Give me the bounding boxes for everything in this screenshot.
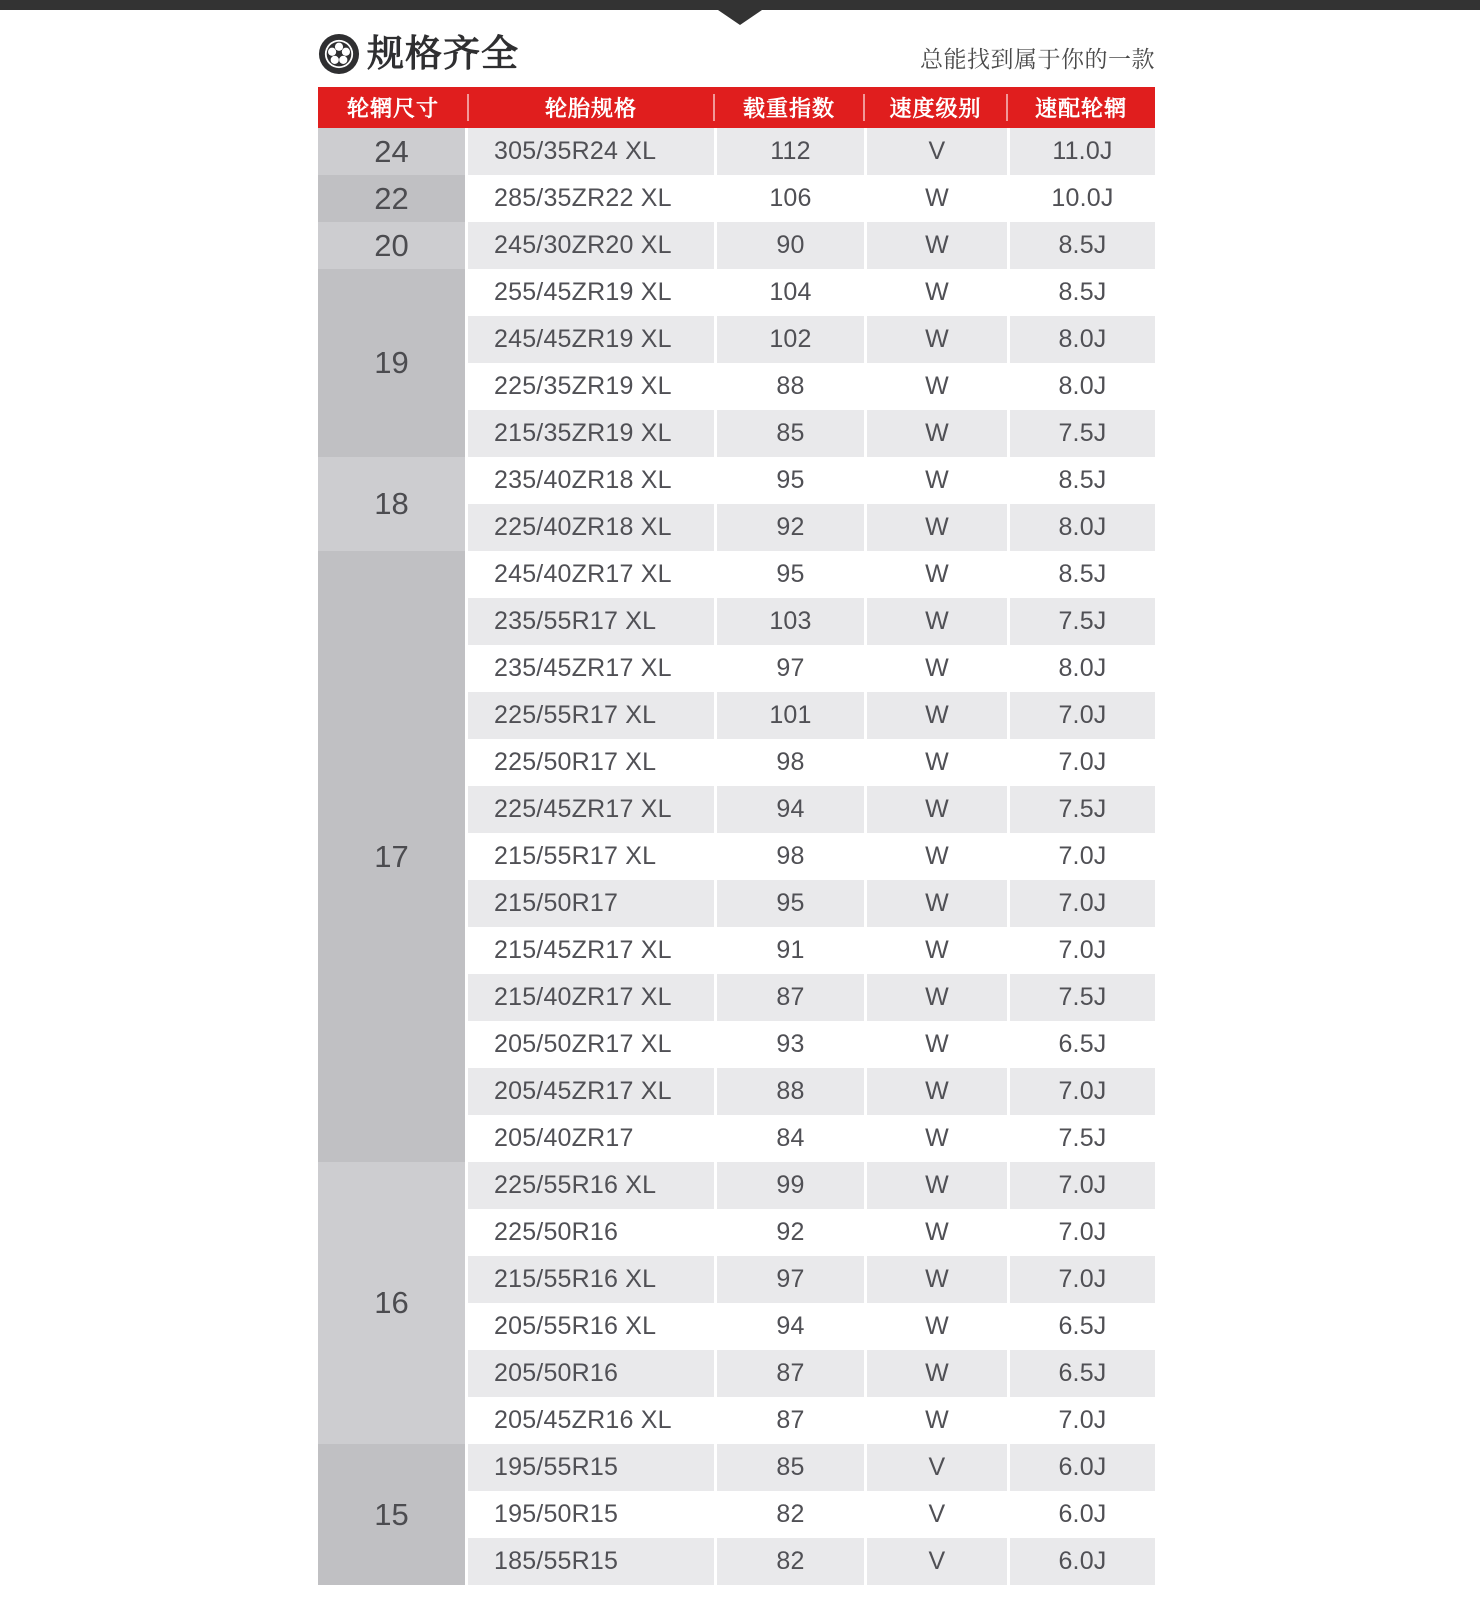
table-row — [468, 504, 1155, 551]
rim-size-cell: 22 — [318, 175, 468, 222]
rim-size-group — [318, 175, 1155, 222]
table-row — [468, 128, 1155, 175]
tire-spec-cell: 285/35ZR22 XL — [493, 184, 672, 212]
load-index-cell: 87 — [714, 1397, 864, 1444]
rim-size-cell: 16 — [318, 1162, 468, 1444]
tire-spec-cell: 225/35ZR19 XL — [493, 372, 672, 400]
rim-width-cell: 7.5J — [1007, 974, 1155, 1021]
table-row — [468, 1256, 1155, 1303]
load-index-cell: 85 — [714, 410, 864, 457]
rim-size-group — [318, 128, 1155, 175]
speed-rating-cell: W — [864, 645, 1007, 692]
table-row — [468, 551, 1155, 598]
rim-width-cell: 6.0J — [1007, 1491, 1155, 1538]
rim-width-cell: 6.5J — [1007, 1350, 1155, 1397]
tire-spec-cell: 225/55R17 XL — [493, 701, 657, 729]
tire-spec-cell: 205/45ZR17 XL — [493, 1077, 672, 1105]
load-index-cell: 82 — [714, 1538, 864, 1585]
load-index-cell: 90 — [714, 222, 864, 269]
tire-spec-cell: 225/50R16 — [493, 1218, 619, 1246]
table-row — [468, 1068, 1155, 1115]
load-index-cell: 87 — [714, 974, 864, 1021]
tire-spec-cell: 255/45ZR19 XL — [493, 278, 672, 306]
table-row — [468, 833, 1155, 880]
speed-rating-cell: W — [864, 1115, 1007, 1162]
rim-size-cell: 20 — [318, 222, 468, 269]
section-title: 规格齐全 — [367, 33, 519, 74]
load-index-cell: 98 — [714, 833, 864, 880]
table-row — [468, 786, 1155, 833]
load-index-cell: 106 — [714, 175, 864, 222]
load-index-cell: 84 — [714, 1115, 864, 1162]
rim-size-group — [318, 457, 1155, 551]
tire-spec-cell: 195/50R15 — [493, 1500, 619, 1528]
rim-width-cell: 8.0J — [1007, 504, 1155, 551]
rim-width-cell: 6.0J — [1007, 1538, 1155, 1585]
tire-spec-cell: 205/55R16 XL — [493, 1312, 657, 1340]
tire-spec-cell: 305/35R24 XL — [493, 137, 657, 165]
column-header: 速配轮辋 — [1007, 87, 1155, 128]
tire-spec-cell: 215/55R17 XL — [493, 842, 657, 870]
rim-size-cell: 18 — [318, 457, 468, 551]
group-rows — [468, 222, 1155, 269]
tire-spec-cell: 245/40ZR17 XL — [493, 560, 672, 588]
tire-spec-cell: 245/45ZR19 XL — [493, 325, 672, 353]
load-index-cell: 82 — [714, 1491, 864, 1538]
speed-rating-cell: W — [864, 1021, 1007, 1068]
table-row — [468, 974, 1155, 1021]
rim-size-group — [318, 551, 1155, 1162]
tire-spec-cell: 195/55R15 — [493, 1453, 619, 1481]
wheel-icon — [318, 33, 360, 75]
table-row — [468, 1209, 1155, 1256]
tire-spec-cell: 215/55R16 XL — [493, 1265, 657, 1293]
speed-rating-cell: W — [864, 1303, 1007, 1350]
speed-rating-cell: W — [864, 833, 1007, 880]
speed-rating-cell: W — [864, 1256, 1007, 1303]
tire-spec-cell: 235/55R17 XL — [493, 607, 657, 635]
rim-width-cell: 7.0J — [1007, 833, 1155, 880]
load-index-cell: 95 — [714, 880, 864, 927]
tire-spec-cell: 205/50ZR17 XL — [493, 1030, 672, 1058]
tire-spec-cell: 215/50R17 — [493, 889, 619, 917]
rim-width-cell: 8.0J — [1007, 645, 1155, 692]
load-index-cell: 92 — [714, 1209, 864, 1256]
speed-rating-cell: V — [864, 1444, 1007, 1491]
load-index-cell: 92 — [714, 504, 864, 551]
group-rows — [468, 128, 1155, 175]
speed-rating-cell: W — [864, 1068, 1007, 1115]
group-rows — [468, 551, 1155, 1162]
load-index-cell: 101 — [714, 692, 864, 739]
table-header-row — [318, 87, 1155, 128]
speed-rating-cell: W — [864, 551, 1007, 598]
load-index-cell: 94 — [714, 786, 864, 833]
load-index-cell: 91 — [714, 927, 864, 974]
column-header: 速度级别 — [864, 87, 1007, 128]
speed-rating-cell: W — [864, 1397, 1007, 1444]
tire-spec-cell: 215/45ZR17 XL — [493, 936, 672, 964]
table-row — [468, 1115, 1155, 1162]
group-rows — [468, 457, 1155, 551]
speed-rating-cell: W — [864, 974, 1007, 1021]
tire-spec-table — [318, 87, 1155, 1585]
rim-size-group — [318, 1444, 1155, 1585]
rim-size-cell: 19 — [318, 269, 468, 457]
load-index-cell: 99 — [714, 1162, 864, 1209]
rim-width-cell: 7.5J — [1007, 598, 1155, 645]
column-header: 轮辋尺寸 — [346, 96, 439, 121]
load-index-cell: 87 — [714, 1350, 864, 1397]
table-row — [468, 1397, 1155, 1444]
rim-width-cell: 8.5J — [1007, 457, 1155, 504]
rim-width-cell: 8.5J — [1007, 222, 1155, 269]
load-index-cell: 102 — [714, 316, 864, 363]
rim-width-cell: 7.0J — [1007, 1256, 1155, 1303]
speed-rating-cell: V — [864, 1538, 1007, 1585]
rim-width-cell: 11.0J — [1007, 128, 1155, 175]
table-row — [468, 739, 1155, 786]
tire-spec-cell: 225/50R17 XL — [493, 748, 657, 776]
rim-width-cell: 6.5J — [1007, 1021, 1155, 1068]
table-row — [468, 1303, 1155, 1350]
rim-width-cell: 7.0J — [1007, 927, 1155, 974]
table-row — [468, 363, 1155, 410]
rim-width-cell: 7.0J — [1007, 1209, 1155, 1256]
table-row — [468, 1444, 1155, 1491]
load-index-cell: 97 — [714, 1256, 864, 1303]
rim-width-cell: 8.0J — [1007, 316, 1155, 363]
speed-rating-cell: W — [864, 175, 1007, 222]
rim-width-cell: 7.5J — [1007, 786, 1155, 833]
tire-spec-cell: 205/50R16 — [493, 1359, 619, 1387]
load-index-cell: 95 — [714, 457, 864, 504]
rim-width-cell: 7.0J — [1007, 1162, 1155, 1209]
section-subtitle: 总能找到属于你的一款 — [920, 46, 1155, 72]
table-row — [468, 1162, 1155, 1209]
rim-size-group — [318, 222, 1155, 269]
table-row — [468, 410, 1155, 457]
spec-section — [318, 0, 1155, 1585]
tire-spec-cell: 225/45ZR17 XL — [493, 795, 672, 823]
load-index-cell: 97 — [714, 645, 864, 692]
rim-width-cell: 7.0J — [1007, 1397, 1155, 1444]
rim-width-cell: 6.0J — [1007, 1444, 1155, 1491]
tire-spec-cell: 205/45ZR16 XL — [493, 1406, 672, 1434]
table-row — [468, 880, 1155, 927]
speed-rating-cell: W — [864, 739, 1007, 786]
load-index-cell: 93 — [714, 1021, 864, 1068]
rim-width-cell: 8.5J — [1007, 551, 1155, 598]
rim-size-group — [318, 269, 1155, 457]
table-row — [468, 1538, 1155, 1585]
table-row — [468, 269, 1155, 316]
tire-spec-cell: 245/30ZR20 XL — [493, 231, 672, 259]
rim-width-cell: 10.0J — [1007, 175, 1155, 222]
speed-rating-cell: W — [864, 363, 1007, 410]
table-body — [318, 128, 1155, 1585]
speed-rating-cell: W — [864, 786, 1007, 833]
rim-size-cell: 17 — [318, 551, 468, 1162]
speed-rating-cell: W — [864, 880, 1007, 927]
group-rows — [468, 1162, 1155, 1444]
tire-spec-cell: 215/40ZR17 XL — [493, 983, 672, 1011]
speed-rating-cell: W — [864, 927, 1007, 974]
table-row — [468, 1350, 1155, 1397]
load-index-cell: 85 — [714, 1444, 864, 1491]
rim-width-cell: 6.5J — [1007, 1303, 1155, 1350]
load-index-cell: 88 — [714, 1068, 864, 1115]
rim-width-cell: 8.0J — [1007, 363, 1155, 410]
load-index-cell: 95 — [714, 551, 864, 598]
speed-rating-cell: W — [864, 504, 1007, 551]
tire-spec-cell: 235/40ZR18 XL — [493, 466, 672, 494]
speed-rating-cell: W — [864, 598, 1007, 645]
rim-width-cell: 8.5J — [1007, 269, 1155, 316]
rim-width-cell: 7.0J — [1007, 1068, 1155, 1115]
speed-rating-cell: W — [864, 457, 1007, 504]
speed-rating-cell: V — [864, 128, 1007, 175]
rim-width-cell: 7.0J — [1007, 880, 1155, 927]
table-row — [468, 598, 1155, 645]
table-row — [468, 927, 1155, 974]
speed-rating-cell: W — [864, 1209, 1007, 1256]
section-header — [318, 31, 1155, 75]
speed-rating-cell: W — [864, 1162, 1007, 1209]
rim-size-cell: 15 — [318, 1444, 468, 1585]
table-row — [468, 1491, 1155, 1538]
table-row — [468, 316, 1155, 363]
speed-rating-cell: V — [864, 1491, 1007, 1538]
speed-rating-cell: W — [864, 269, 1007, 316]
load-index-cell: 88 — [714, 363, 864, 410]
load-index-cell: 112 — [714, 128, 864, 175]
table-row — [468, 222, 1155, 269]
section-title-group — [318, 33, 519, 75]
column-header: 轮胎规格 — [468, 87, 714, 128]
tire-spec-cell: 225/55R16 XL — [493, 1171, 657, 1199]
table-row — [468, 692, 1155, 739]
tire-spec-cell: 225/40ZR18 XL — [493, 513, 672, 541]
load-index-cell: 94 — [714, 1303, 864, 1350]
rim-size-group — [318, 1162, 1155, 1444]
rim-width-cell: 7.5J — [1007, 1115, 1155, 1162]
speed-rating-cell: W — [864, 410, 1007, 457]
tire-spec-cell: 185/55R15 — [493, 1547, 619, 1575]
tire-spec-cell: 205/40ZR17 — [493, 1124, 634, 1152]
speed-rating-cell: W — [864, 692, 1007, 739]
speed-rating-cell: W — [864, 222, 1007, 269]
table-row — [468, 645, 1155, 692]
tire-spec-cell: 215/35ZR19 XL — [493, 419, 672, 447]
speed-rating-cell: W — [864, 316, 1007, 363]
rim-width-cell: 7.0J — [1007, 739, 1155, 786]
load-index-cell: 98 — [714, 739, 864, 786]
table-row — [468, 457, 1155, 504]
column-header: 载重指数 — [714, 87, 864, 128]
group-rows — [468, 269, 1155, 457]
load-index-cell: 104 — [714, 269, 864, 316]
rim-width-cell: 7.0J — [1007, 692, 1155, 739]
speed-rating-cell: W — [864, 1350, 1007, 1397]
tire-spec-cell: 235/45ZR17 XL — [493, 654, 672, 682]
table-row — [468, 1021, 1155, 1068]
group-rows — [468, 175, 1155, 222]
table-row — [468, 175, 1155, 222]
rim-size-cell: 24 — [318, 128, 468, 175]
rim-width-cell: 7.5J — [1007, 410, 1155, 457]
load-index-cell: 103 — [714, 598, 864, 645]
group-rows — [468, 1444, 1155, 1585]
